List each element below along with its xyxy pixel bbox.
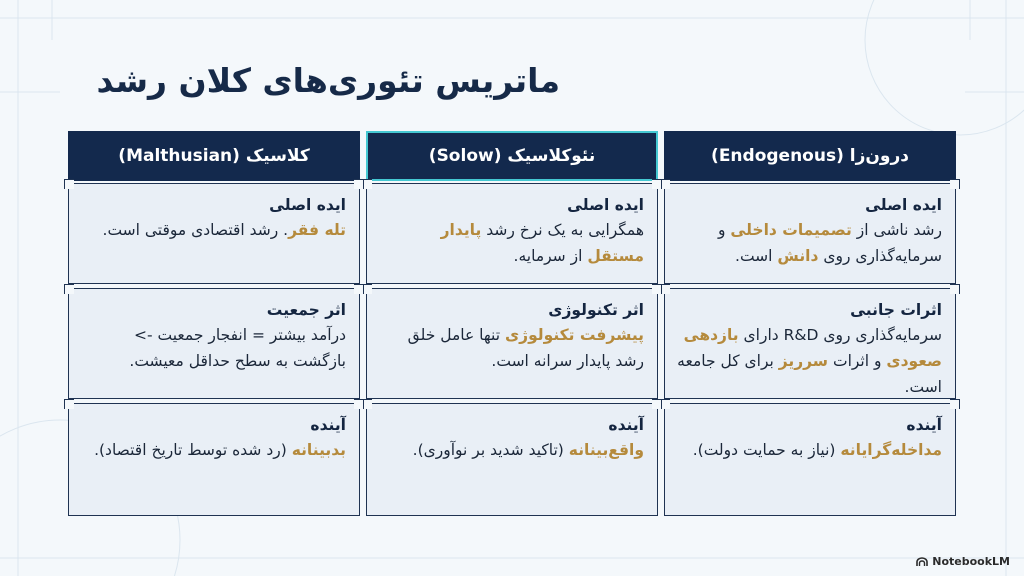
page-title: ماتریس تئوری‌های کلان رشد <box>96 61 560 100</box>
cell-body <box>677 322 942 400</box>
cell-text: (رد شده توسط تاریخ اقتصاد). <box>94 441 292 459</box>
cell-title: ایده اصلی <box>567 196 644 214</box>
brand-watermark <box>916 555 1010 568</box>
cell-text: سرمایه‌گذاری روی R&D دارای <box>738 326 942 344</box>
cell-text: . رشد اقتصادی موقتی است. <box>102 221 289 239</box>
matrix-cell <box>366 183 658 284</box>
cell-title: آینده <box>310 416 346 434</box>
matrix-cell <box>664 183 956 284</box>
cell-title: اثرات جانبی <box>850 301 942 319</box>
cell-body <box>379 437 644 463</box>
notebooklm-logo-icon <box>916 557 928 567</box>
cell-body <box>379 322 644 374</box>
highlighted-term: دانش <box>777 247 819 265</box>
matrix-cell <box>68 183 360 284</box>
cell-text: (تاکید شدید بر نوآوری). <box>412 441 569 459</box>
column-header-1: نئوکلاسیک (Solow) <box>366 131 658 181</box>
cell-body <box>677 437 942 463</box>
brand-label: NotebookLM <box>932 555 1010 568</box>
matrix-cell <box>68 288 360 399</box>
cell-title: آینده <box>608 416 644 434</box>
cell-text: از سرمایه. <box>513 247 588 265</box>
cell-body <box>81 437 346 463</box>
highlighted-term: بازدهی صعودی <box>683 326 942 370</box>
column-header-0: درون‌زا (Endogenous) <box>664 131 956 181</box>
cell-title: آینده <box>906 416 942 434</box>
cell-body <box>81 322 346 374</box>
cell-text: و اثرات <box>828 352 887 370</box>
highlighted-term: پایدار مستقل <box>440 221 644 265</box>
column-header-2: کلاسیک (Malthusian) <box>68 131 360 181</box>
cell-text: و سرمایه‌گذاری روی <box>718 221 942 265</box>
matrix-cell <box>664 403 956 516</box>
cell-title: اثر جمعیت <box>266 301 346 319</box>
highlighted-term: مداخله‌گرایانه <box>840 441 942 459</box>
cell-title: ایده اصلی <box>269 196 346 214</box>
matrix-cell <box>664 288 956 399</box>
matrix-cell <box>68 403 360 516</box>
highlighted-term: واقع‌بینانه <box>568 441 644 459</box>
highlighted-term: پیشرفت تکنولوژی <box>504 326 644 344</box>
cell-text: است. <box>735 247 778 265</box>
cell-title: اثر تکنولوژی <box>548 301 644 319</box>
cell-text: درآمد بیشتر = انفجار جمعیت -> بازگشت به سطح حداقل معیشت. <box>129 326 346 370</box>
matrix-cell <box>366 403 658 516</box>
cell-title: ایده اصلی <box>865 196 942 214</box>
cell-text: تنها عامل خلق رشد پایدار سرانه است. <box>407 326 644 370</box>
cell-body <box>379 217 644 269</box>
cell-text: همگرایی به یک نرخ رشد <box>481 221 644 239</box>
highlighted-term: تله فقر <box>288 221 346 239</box>
matrix-cell <box>366 288 658 399</box>
cell-text: رشد ناشی از <box>851 221 942 239</box>
cell-text: (نیاز به حمایت دولت). <box>692 441 841 459</box>
cell-body <box>81 217 346 243</box>
highlighted-term: بدبینانه <box>291 441 346 459</box>
cell-body <box>677 217 942 269</box>
cell-text: برای کل جامعه است. <box>677 352 942 396</box>
highlighted-term: تصمیمات داخلی <box>730 221 852 239</box>
highlighted-term: سرریز <box>778 352 829 370</box>
